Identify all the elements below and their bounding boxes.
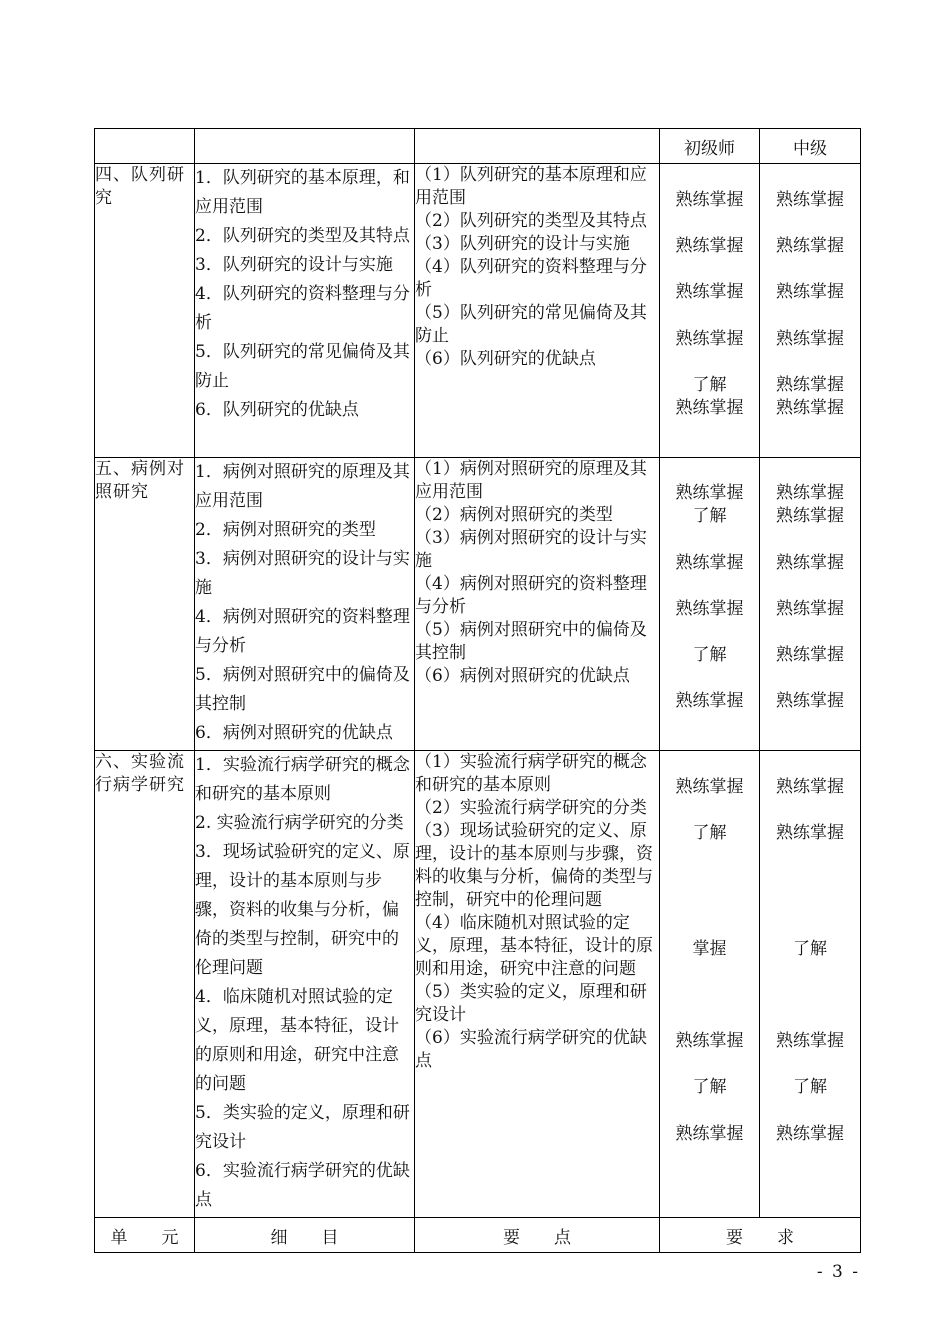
requirement-level: 熟练掌握 [776,483,844,503]
point-item: （2）病例对照研究的类型 [415,505,613,525]
point-cell [415,164,660,458]
detail-item: 2. 实验流行病学研究的分类 [195,813,404,833]
point-item: （4）队列研究的资料整理与分析 [415,257,647,300]
requirement-level: 熟练掌握 [776,375,844,395]
point-item: （4）病例对照研究的资料整理与分析 [415,574,647,617]
header-level-junior: 初级师 [660,129,760,164]
requirement-level: 了解 [692,506,727,526]
point-item: （6）队列研究的优缺点 [415,349,596,369]
unit-cell: 五、病例对照研究 [95,458,195,751]
requirement-level: 熟练掌握 [675,599,744,619]
syllabus-table [94,128,861,1253]
detail-item: 6．病例对照研究的优缺点 [195,723,393,743]
junior-level-cell [660,751,760,1218]
point-item: （3）现场试验研究的定义、原理，设计的基本原则与步骤，资料的收集与分析，偏倚的类型与控制，研究中的伦理问题 [415,821,653,910]
junior-level-cell [660,164,760,458]
detail-item: 3．现场试验研究的定义、原理，设计的基本原则与步骤，资料的收集与分析，偏倚的类型与控制，研究中的伦理问题 [195,842,410,978]
mid-level-cell [760,164,861,458]
point-item: （1）病例对照研究的原理及其应用范围 [415,459,647,502]
header-level-mid: 中级 [760,129,861,164]
detail-cell [195,751,415,1218]
mid-level-cell [760,751,861,1218]
detail-item: 6．实验流行病学研究的优缺点 [195,1161,410,1210]
requirement-level: 熟练掌握 [776,823,844,843]
requirement-level: 熟练掌握 [675,329,744,349]
header-cell-point [415,129,660,164]
requirement-level: 熟练掌握 [776,282,844,302]
requirement-level: 熟练掌握 [776,329,844,349]
requirement-level: 熟练掌握 [675,691,744,711]
point-item: （3）病例对照研究的设计与实施 [415,528,647,571]
requirement-level: 熟练掌握 [776,691,844,711]
footer-point: 要 点 [415,1218,660,1253]
requirement-level: 了解 [793,939,827,959]
point-item: （6）病例对照研究的优缺点 [415,666,630,686]
requirement-level: 熟练掌握 [776,645,844,665]
detail-item: 5．病例对照研究中的偏倚及其控制 [195,665,410,714]
point-item: （5）病例对照研究中的偏倚及其控制 [415,620,647,663]
requirement-level: 熟练掌握 [675,1124,744,1144]
detail-item: 5．类实验的定义，原理和研究设计 [195,1103,410,1152]
section-row-cohort [95,164,861,458]
requirement-level: 熟练掌握 [675,553,744,573]
detail-item: 1．实验流行病学研究的概念和研究的基本原则 [195,755,410,804]
requirement-level: 熟练掌握 [776,398,844,418]
point-item: （1）实验流行病学研究的概念和研究的基本原则 [415,752,647,795]
detail-item: 5．队列研究的常见偏倚及其防止 [195,342,410,391]
requirement-level: 熟练掌握 [776,236,844,256]
requirement-level: 熟练掌握 [776,777,844,797]
requirement-level: 熟练掌握 [675,777,744,797]
point-item: （5）队列研究的常见偏倚及其防止 [415,303,647,346]
detail-item: 4．临床随机对照试验的定义，原理，基本特征，设计的原则和用途，研究中注意的问题 [195,987,399,1094]
detail-item: 2．病例对照研究的类型 [195,520,376,540]
requirement-level: 熟练掌握 [776,1031,844,1051]
header-cell-detail [195,129,415,164]
requirement-level: 熟练掌握 [675,398,744,418]
point-item: （2）队列研究的类型及其特点 [415,211,647,231]
detail-item: 3．病例对照研究的设计与实施 [195,549,410,598]
requirement-level: 熟练掌握 [776,599,844,619]
requirement-level: 熟练掌握 [675,483,744,503]
point-cell [415,751,660,1218]
section-row-experimental [95,751,861,1218]
point-item: （5）类实验的定义，原理和研究设计 [415,982,647,1025]
requirement-level: 熟练掌握 [675,282,744,302]
unit-cell: 六、实验流行病学研究 [95,751,195,1218]
requirement-level: 了解 [692,1077,727,1097]
unit-cell: 四、队列研究 [95,164,195,458]
detail-item: 1．病例对照研究的原理及其应用范围 [195,462,410,511]
footer-row [95,1218,861,1253]
detail-item: 1．队列研究的基本原理，和应用范围 [195,168,410,217]
requirement-level: 了解 [692,645,727,665]
requirement-level: 熟练掌握 [675,190,744,210]
requirement-level: 熟练掌握 [675,1031,744,1051]
footer-detail: 细 目 [195,1218,415,1253]
section-row-case-control [95,458,861,751]
requirement-level: 熟练掌握 [776,1124,844,1144]
detail-item: 6．队列研究的优缺点 [195,400,359,420]
point-item: （2）实验流行病学研究的分类 [415,798,647,818]
requirement-level: 熟练掌握 [675,236,744,256]
detail-item: 4．病例对照研究的资料整理与分析 [195,607,410,656]
header-cell-unit [95,129,195,164]
mid-level-cell [760,458,861,751]
point-item: （6）实验流行病学研究的优缺点 [415,1028,647,1071]
detail-cell [195,458,415,751]
point-item: （4）临床随机对照试验的定义，原理，基本特征，设计的原则和用途，研究中注意的问题 [415,913,653,979]
requirement-level: 了解 [692,823,727,843]
detail-item: 4．队列研究的资料整理与分析 [195,284,410,333]
header-row [95,129,861,164]
requirement-level: 熟练掌握 [776,190,844,210]
footer-requirement: 要 求 [660,1218,861,1253]
point-item: （3）队列研究的设计与实施 [415,234,630,254]
requirement-level: 了解 [692,375,727,395]
junior-level-cell [660,458,760,751]
page-number: - 3 - [816,1262,860,1282]
point-item: （1）队列研究的基本原理和应用范围 [415,165,647,208]
footer-unit: 单 元 [95,1218,195,1253]
requirement-level: 熟练掌握 [776,506,844,526]
detail-item: 3．队列研究的设计与实施 [195,255,393,275]
requirement-level: 了解 [793,1077,827,1097]
detail-cell [195,164,415,458]
requirement-level: 掌握 [692,939,727,959]
point-cell [415,458,660,751]
detail-item: 2．队列研究的类型及其特点 [195,226,410,246]
requirement-level: 熟练掌握 [776,553,844,573]
